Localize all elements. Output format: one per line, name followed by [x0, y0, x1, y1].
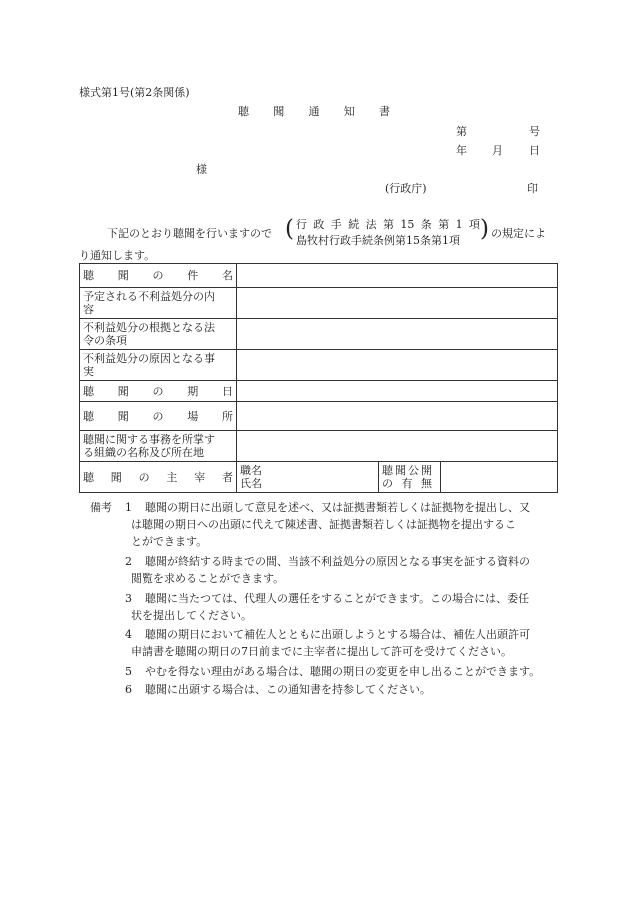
note-number: 4 — [125, 628, 132, 641]
table-row — [80, 319, 558, 350]
note-number: 3 — [125, 592, 132, 605]
row-label: 予定される不利益処分の内 容 — [80, 288, 237, 319]
row-value[interactable] — [237, 264, 558, 288]
document-number-prefix: 第 — [456, 125, 467, 138]
row-value[interactable] — [237, 431, 558, 462]
public-hearing-value[interactable] — [441, 462, 558, 493]
note-number: 1 — [125, 501, 132, 514]
note-number: 2 — [125, 555, 132, 568]
note-number: 5 — [125, 665, 132, 678]
issuing-agency: (行政庁) — [385, 182, 427, 195]
document-number-suffix: 号 — [529, 125, 540, 138]
row-value[interactable] — [237, 381, 558, 402]
note-item: 1 聴聞の期日に出頭して意見を述べ、又は証拠書類若しくは証拠物を提出し、又 は聴聞の期日への出頭に代えて陳述書、証拠書類若しくは証拠物を提出するこ とができます。 — [125, 501, 530, 548]
recipient-honorific: 様 — [196, 163, 207, 176]
row-label: 不利益処分の原因となる事 実 — [80, 350, 237, 381]
table-row — [80, 288, 558, 319]
public-hearing-label: 聴聞公開 の有無 — [379, 462, 441, 493]
table-row — [80, 350, 558, 381]
close-brace: ) — [480, 216, 489, 242]
law-option-village: 島牧村行政手続条例第15条第1項 — [296, 234, 460, 247]
note-item: 3 聴聞に当たつては、代理人の選任をすることができます。この場合には、委任 状を提出してください。 — [125, 592, 530, 622]
row-label: 聴聞の件名 — [80, 264, 237, 288]
table-row — [80, 402, 558, 431]
row-value[interactable] — [237, 402, 558, 431]
row-label: 聴聞の場所 — [80, 402, 237, 431]
host-name-cell[interactable] — [237, 462, 379, 493]
law-option-national: 行政手続法第15条第1項 — [296, 218, 480, 231]
row-value[interactable] — [237, 288, 558, 319]
row-value[interactable] — [237, 319, 558, 350]
note-number: 6 — [125, 683, 132, 696]
table-row — [80, 431, 558, 462]
form-number: 様式第1号(第2条関係) — [79, 86, 190, 99]
position-label: 職名 — [240, 464, 262, 477]
date-month-label: 月 — [492, 144, 503, 157]
open-brace: ( — [285, 216, 294, 242]
row-value[interactable] — [237, 350, 558, 381]
row-label: 不利益処分の根拠となる法 令の条項 — [80, 319, 237, 350]
intro-text-line2: り通知します。 — [79, 249, 156, 262]
table-row — [80, 381, 558, 402]
date-day-label: 日 — [529, 144, 540, 157]
host-label: 聴聞の主宰者 — [80, 462, 237, 493]
intro-text-continued: の規定によ — [491, 227, 546, 240]
note-item: 5 やむを得ない理由がある場合は、聴聞の期日の変更を申し出ることができます。 — [125, 665, 541, 678]
table-row-host — [80, 462, 558, 493]
document-title: 聴聞通知書 — [238, 105, 390, 118]
note-item: 4 聴聞の期日において補佐人とともに出頭しようとする場合は、補佐人出頭許可 申請書を聴聞の期日の7日前までに主宰者に提出して許可を受けてください。 — [125, 628, 530, 658]
name-label: 氏名 — [240, 477, 262, 490]
table-row — [80, 264, 558, 288]
notes-heading: 備考 — [90, 501, 112, 514]
hearing-details-table — [79, 263, 558, 493]
note-item: 6 聴聞に出頭する場合は、この通知書を持参してください。 — [125, 683, 431, 696]
note-item: 2 聴聞が終結する時までの間、当該不利益処分の原因となる事実を証する資料の 閲覧を求めることができます。 — [125, 555, 530, 585]
seal-mark: 印 — [527, 182, 538, 195]
row-label: 聴聞に関する事務を所掌す る組織の名称及び所在地 — [80, 431, 237, 462]
intro-text: 下記のとおり聴聞を行いますので — [107, 227, 272, 240]
date-year-label: 年 — [456, 144, 467, 157]
row-label: 聴聞の期日 — [80, 381, 237, 402]
